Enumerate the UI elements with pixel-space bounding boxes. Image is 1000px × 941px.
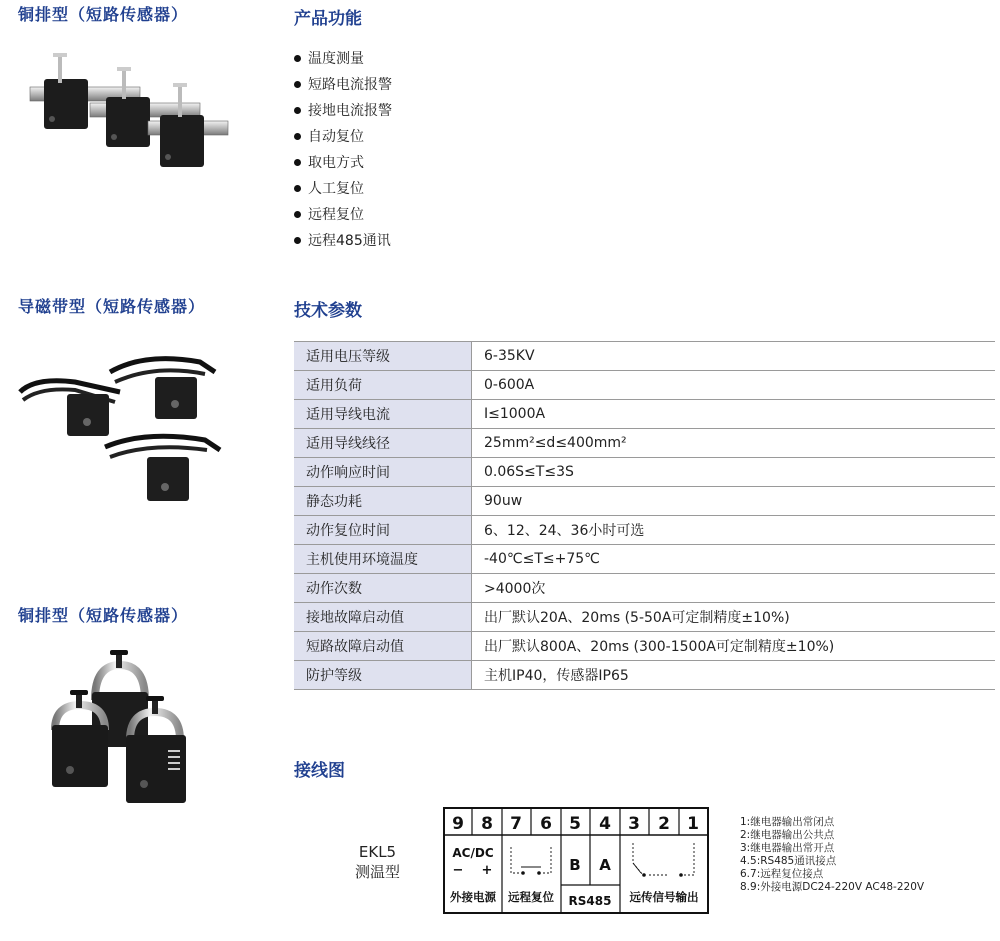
bullet-icon [294,159,301,166]
bullet-icon [294,81,301,88]
product-title-copper-bar: 铜排型（短路传感器） [18,5,189,24]
list-item: 远程复位 [294,202,392,228]
wiring-title: 接线图 [294,761,345,781]
minus-label: − [452,863,464,878]
table-row: 适用负荷 0-600A [294,371,995,400]
terminal-9: 9 [452,814,464,834]
legend-item: 2:继电器输出公共点 [740,829,835,841]
rs485-a-label: A [599,856,611,874]
rs485-b-label: B [569,856,581,874]
specs-table [294,341,995,690]
terminal-3: 3 [628,814,640,834]
legend-item: 1:继电器输出常闭点 [740,816,835,828]
terminal-5: 5 [569,814,581,834]
table-row: 适用电压等级 6-35KV [294,342,995,371]
wiring-diagram [443,807,709,914]
list-item: 自动复位 [294,124,392,150]
table-row: 适用导线电流 I≤1000A [294,400,995,429]
bullet-icon [294,237,301,244]
legend-item: 4.5:RS485通讯接点 [740,855,837,867]
copper-bar-sensor-photo [20,45,235,175]
terminal-1: 1 [687,814,699,834]
bullet-icon [294,185,301,192]
list-item: 人工复位 [294,176,392,202]
reset-switch-icon [511,847,551,873]
list-item: 取电方式 [294,150,392,176]
group-signal-label: 远传信号输出 [629,890,699,904]
list-item: 短路电流报警 [294,72,392,98]
table-row: 动作次数 >4000次 [294,574,995,603]
terminal-8: 8 [481,814,493,834]
product-title-copper-clamp: 铜排型（短路传感器） [18,606,189,625]
bullet-icon [294,133,301,140]
specs-title: 技术参数 [294,301,362,321]
terminal-4: 4 [599,814,611,834]
list-item: 温度测量 [294,46,392,72]
group-reset-label: 远程复位 [508,890,554,904]
plus-label: + [481,863,493,878]
table-row: 动作响应时间 0.06S≤T≤3S [294,458,995,487]
magnetic-strap-sensor-photo [15,352,230,512]
copper-clamp-sensor-photo [40,650,210,810]
list-item: 远程485通讯 [294,228,392,254]
functions-title: 产品功能 [294,9,362,29]
table-row: 主机使用环境温度 -40℃≤T≤+75℃ [294,545,995,574]
list-item: 接地电流报警 [294,98,392,124]
group-rs485-label: RS485 [568,894,612,908]
table-row: 防护等级 主机IP40，传感器IP65 [294,661,995,690]
product-title-magnetic-strap: 导磁带型（短路传感器） [18,297,206,316]
terminal-2: 2 [658,814,670,834]
group-power-label: 外接电源 [450,890,496,904]
legend-item: 6.7:远程复位接点 [740,868,824,880]
terminal-6: 6 [540,814,552,834]
table-row: 接地故障启动值 出厂默认20A、20ms (5-50A可定制精度±10%) [294,603,995,632]
table-row: 短路故障启动值 出厂默认800A、20ms (300-1500A可定制精度±10%) [294,632,995,661]
table-row: 静态功耗 90uw [294,487,995,516]
relay-contact-icon [633,843,694,875]
legend-item: 3:继电器输出常开点 [740,842,835,854]
model-label: EKL5 测温型 [355,843,401,881]
table-row: 适用导线线径 25mm²≤d≤400mm² [294,429,995,458]
terminal-7: 7 [510,814,522,834]
functions-list [294,46,392,254]
wiring-legend [740,816,924,894]
bullet-icon [294,211,301,218]
legend-item: 8.9:外接电源DC24-220V AC48-220V [740,881,925,893]
bullet-icon [294,55,301,62]
acdc-label: AC/DC [452,846,494,860]
table-row: 动作复位时间 6、12、24、36小时可选 [294,516,995,545]
bullet-icon [294,107,301,114]
